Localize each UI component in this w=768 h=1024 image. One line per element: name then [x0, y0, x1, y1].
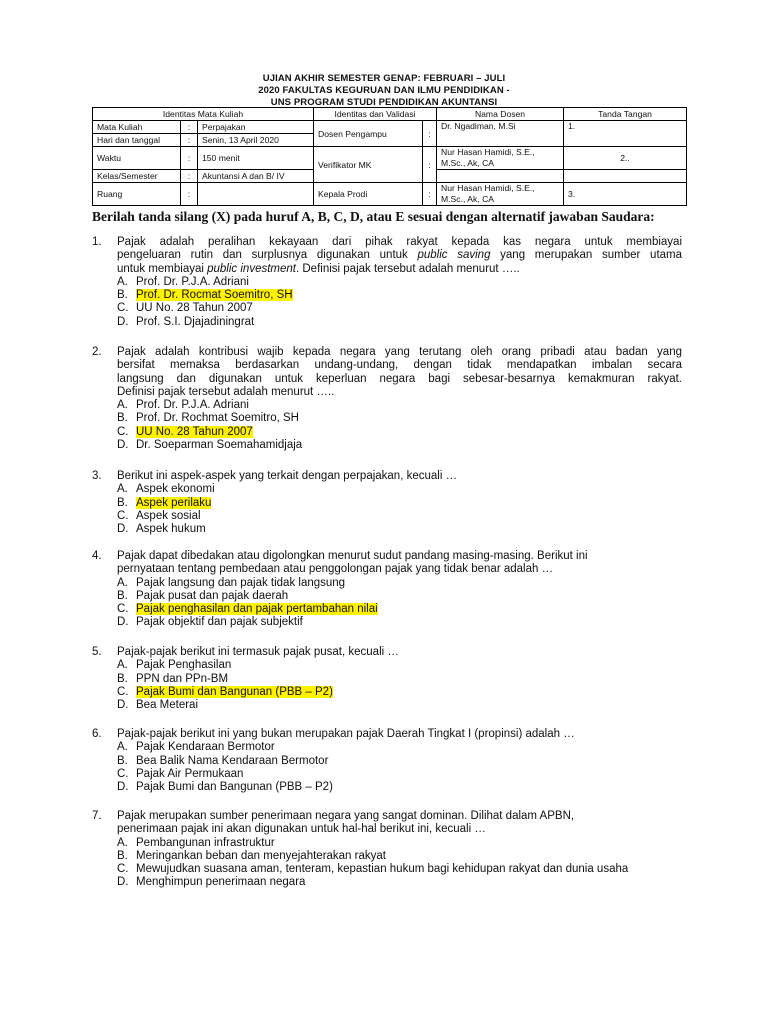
option-text: Menghimpun penerimaan negara — [136, 876, 306, 889]
option-c[interactable] — [117, 510, 682, 523]
option-text-highlighted: UU No. 28 Tahun 2007 — [136, 425, 253, 438]
option-letter: A. — [117, 576, 128, 589]
question-number: 4. — [92, 550, 102, 562]
label-dosen-pengampu: Dosen Pengampu — [314, 121, 423, 147]
colon: : — [181, 183, 198, 206]
option-letter: A. — [117, 275, 128, 288]
option-b[interactable] — [117, 590, 682, 603]
option-letter: B. — [117, 672, 128, 685]
header-tanda-tangan: Tanda Tangan — [564, 108, 687, 121]
option-letter: B. — [117, 754, 128, 767]
question-number: 6. — [92, 728, 102, 740]
option-text: UU No. 28 Tahun 2007 — [136, 302, 253, 315]
option-c[interactable] — [117, 686, 682, 699]
option-b[interactable] — [117, 673, 682, 686]
header-nama-dosen: Nama Dosen — [437, 108, 564, 121]
option-letter: C. — [117, 509, 129, 522]
option-text-highlighted: Pajak Bumi dan Bangunan (PBB – P2) — [136, 685, 333, 698]
header-line-3: UNS PROGRAM STUDI PENDIDIKAN AKUNTANSI — [270, 97, 498, 108]
question-6 — [92, 728, 682, 794]
option-text-highlighted: Pajak penghasilan dan pajak pertambahan nilai — [136, 603, 378, 616]
option-d[interactable] — [117, 316, 682, 329]
stem-text: yang merupakan sumber utama — [490, 249, 683, 262]
stem-line: langsung dan digunakan untuk keperluan negara bagi sebesar-besarnya kemakmuran rakyat. — [117, 372, 682, 385]
option-c[interactable] — [117, 768, 682, 781]
option-letter: C. — [117, 767, 129, 780]
option-c[interactable] — [117, 863, 682, 876]
colon: : — [181, 134, 198, 147]
option-text: PPN dan PPn-BM — [136, 672, 229, 685]
stem-text: pengeluaran rutin dan surplusnya digunakan untuk — [117, 249, 418, 262]
stem-line: bersifat memaksa berdasarkan undang-undang, dengan tidak mendapatkan imbalan secara — [117, 359, 682, 372]
header-identitas-validasi: Identitas dan Validasi — [314, 108, 437, 121]
signature-1: 1. — [564, 121, 687, 147]
option-text-highlighted: Prof. Dr. Rocmat Soemitro, SH — [136, 289, 293, 302]
option-b[interactable] — [117, 497, 682, 510]
option-a[interactable] — [117, 659, 682, 672]
value-mata-kuliah: Perpajakan — [198, 121, 314, 134]
option-letter: D. — [117, 439, 129, 452]
course-identity-table — [92, 107, 687, 206]
question-4 — [92, 550, 682, 630]
option-d[interactable] — [117, 616, 682, 629]
question-stem: Pajak-pajak berikut ini termasuk pajak pusat, kecuali … — [117, 646, 399, 658]
header-line-1: UJIAN AKHIR SEMESTER GENAP: FEBRUARI – JULI — [262, 73, 506, 84]
empty-cell — [564, 170, 687, 183]
option-c[interactable] — [117, 603, 682, 616]
option-a[interactable] — [117, 276, 682, 289]
stem-text: . Definisi pajak tersebut adalah menurut ….. — [295, 262, 520, 275]
stem-line — [117, 249, 682, 262]
colon: : — [181, 121, 198, 134]
option-letter: B. — [117, 496, 128, 509]
question-stem: Berikut ini aspek-aspek yang terkait dengan perpajakan, kecuali … — [117, 470, 458, 482]
value-kepala-prodi: Nur Hasan Hamidi, S.E., M.Sc., Ak, CA — [437, 183, 564, 206]
option-letter: C. — [117, 863, 129, 876]
stem-line — [117, 263, 682, 276]
question-7 — [92, 810, 682, 890]
stem-italic: public investment — [207, 262, 296, 275]
option-a[interactable] — [117, 483, 682, 496]
value-hari-tanggal: Senin, 13 April 2020 — [198, 134, 314, 147]
option-letter: D. — [117, 616, 129, 629]
option-text: Pajak pusat dan pajak daerah — [136, 589, 289, 602]
value-verifikator: Nur Hasan Hamidi, S.E., M.Sc., Ak, CA — [437, 147, 564, 170]
value-dosen-pengampu: Dr. Ngadiman, M.Si — [437, 121, 564, 147]
option-text: Pajak objektif dan pajak subjektif — [136, 616, 303, 629]
colon: : — [423, 147, 437, 183]
stem-line: Pajak dapat dibedakan atau digolongkan menurut sudut pandang masing-masing. Berikut ini — [117, 550, 588, 562]
option-letter: D. — [117, 699, 129, 712]
option-letter: B. — [117, 412, 128, 425]
option-letter: A. — [117, 741, 128, 754]
label-ruang: Ruang — [93, 183, 181, 206]
option-letter: C. — [117, 685, 129, 698]
option-text: Mewujudkan suasana aman, tenteram, kepastian hukum bagi kehidupan rakyat dan dunia usaha — [136, 863, 629, 876]
option-letter: B. — [117, 289, 128, 302]
question-number: 3. — [92, 470, 102, 482]
question-3 — [92, 470, 682, 536]
exam-header — [0, 73, 768, 109]
option-text: Aspek sosial — [136, 509, 201, 522]
option-a[interactable] — [117, 837, 682, 850]
label-kepala-prodi: Kepala Prodi — [314, 183, 423, 206]
option-text: Aspek hukum — [136, 523, 206, 536]
colon: : — [423, 183, 437, 206]
label-kelas-semester: Kelas/Semester — [93, 170, 181, 183]
option-b[interactable] — [117, 850, 682, 863]
option-letter: A. — [117, 399, 128, 412]
option-b[interactable] — [117, 412, 682, 425]
option-d[interactable] — [117, 699, 682, 712]
question-number: 1. — [92, 236, 102, 248]
option-letter: C. — [117, 302, 129, 315]
option-text: Prof. S.I. Djajadiningrat — [136, 315, 255, 328]
question-stem — [117, 550, 682, 577]
question-1 — [92, 236, 682, 329]
empty-cell — [437, 170, 564, 183]
question-stem — [117, 346, 682, 399]
question-2 — [92, 346, 682, 452]
option-letter: B. — [117, 589, 128, 602]
value-ruang — [198, 183, 314, 206]
stem-italic: public saving — [417, 249, 491, 262]
option-text: Pajak Bumi dan Bangunan (PBB – P2) — [136, 781, 333, 794]
value-waktu: 150 menit — [198, 147, 314, 170]
option-text: Pembangunan infrastruktur — [136, 836, 275, 849]
option-b[interactable] — [117, 289, 682, 302]
question-number: 5. — [92, 646, 102, 658]
question-stem: Pajak-pajak berikut ini yang bukan merupakan pajak Daerah Tingkat I (propinsi) adalah … — [117, 728, 575, 740]
option-c[interactable] — [117, 302, 682, 315]
option-text: Prof. Dr. P.J.A. Adriani — [136, 275, 249, 288]
label-verifikator: Verifikator MK — [314, 147, 423, 183]
option-text: Bea Balik Nama Kendaraan Bermotor — [136, 754, 329, 767]
option-letter: D. — [117, 876, 129, 889]
stem-line: Pajak adalah peralihan kekayaan dari pihak rakyat kepada kas negara untuk membiayai — [117, 236, 682, 248]
colon: : — [423, 121, 437, 147]
option-text: Prof. Dr. Rochmat Soemitro, SH — [136, 412, 299, 425]
option-letter: D. — [117, 781, 129, 794]
option-c[interactable] — [117, 426, 682, 439]
signature-2: 2.. — [564, 147, 687, 170]
header-identitas-mk: Identitas Mata Kuliah — [93, 108, 314, 121]
option-text: Meringankan beban dan menyejahterakan rakyat — [136, 849, 386, 862]
option-d[interactable] — [117, 781, 682, 794]
option-letter: A. — [117, 659, 128, 672]
signature-3: 3. — [564, 183, 687, 206]
stem-line: Pajak merupakan sumber penerimaan negara yang sangat dominan. Dilihat dalam APBN, — [117, 810, 575, 822]
option-b[interactable] — [117, 755, 682, 768]
option-letter: D. — [117, 315, 129, 328]
option-text: Pajak Air Permukaan — [136, 767, 244, 780]
option-text: Prof. Dr. P.J.A. Adriani — [136, 399, 249, 412]
option-a[interactable] — [117, 741, 682, 754]
option-d[interactable] — [117, 876, 682, 889]
stem-line: Definisi pajak tersebut adalah menurut ….. — [117, 385, 335, 398]
value-kelas-semester: Akuntansi A dan B/ IV — [198, 170, 314, 183]
option-text: Pajak Penghasilan — [136, 659, 232, 672]
option-letter: A. — [117, 836, 128, 849]
instruction-text: Berilah tanda silang (X) pada huruf A, B, C, D, atau E sesuai dengan alternatif jawaban Saudara: — [92, 209, 655, 224]
stem-text: untuk membiayai — [117, 262, 208, 275]
option-d[interactable] — [117, 523, 682, 536]
option-d[interactable] — [117, 439, 682, 452]
option-letter: C. — [117, 603, 129, 616]
stem-line: penerimaan pajak ini akan digunakan untuk hal-hal berikut ini, kecuali … — [117, 823, 486, 836]
option-text-highlighted: Aspek perilaku — [136, 496, 212, 509]
option-text: Aspek ekonomi — [136, 483, 215, 496]
option-text: Dr. Soeparman Soemahamidjaja — [136, 439, 303, 452]
option-letter: C. — [117, 425, 129, 438]
option-letter: D. — [117, 523, 129, 536]
stem-line: Pajak adalah kontribusi wajib kepada negara yang terutang oleh orang pribadi atau badan yang — [117, 346, 682, 358]
label-mata-kuliah: Mata Kuliah — [93, 121, 181, 134]
option-text: Pajak Kendaraan Bermotor — [136, 741, 275, 754]
stem-line: pernyataan tentang pembedaan atau penggolongan pajak yang tidak benar adalah … — [117, 563, 554, 576]
option-a[interactable] — [117, 399, 682, 412]
option-a[interactable] — [117, 577, 682, 590]
question-stem — [117, 236, 682, 276]
label-waktu: Waktu — [93, 147, 181, 170]
option-letter: A. — [117, 483, 128, 496]
option-text: Pajak langsung dan pajak tidak langsung — [136, 576, 346, 589]
question-number: 7. — [92, 810, 102, 822]
header-line-2: 2020 FAKULTAS KEGURUAN DAN ILMU PENDIDIKAN - — [258, 85, 510, 96]
colon: : — [181, 170, 198, 183]
question-5 — [92, 646, 682, 712]
option-letter: B. — [117, 849, 128, 862]
label-hari-tanggal: Hari dan tanggal — [93, 134, 181, 147]
question-stem — [117, 810, 682, 837]
question-number: 2. — [92, 346, 102, 358]
colon: : — [181, 147, 198, 170]
option-text: Bea Meterai — [136, 699, 199, 712]
